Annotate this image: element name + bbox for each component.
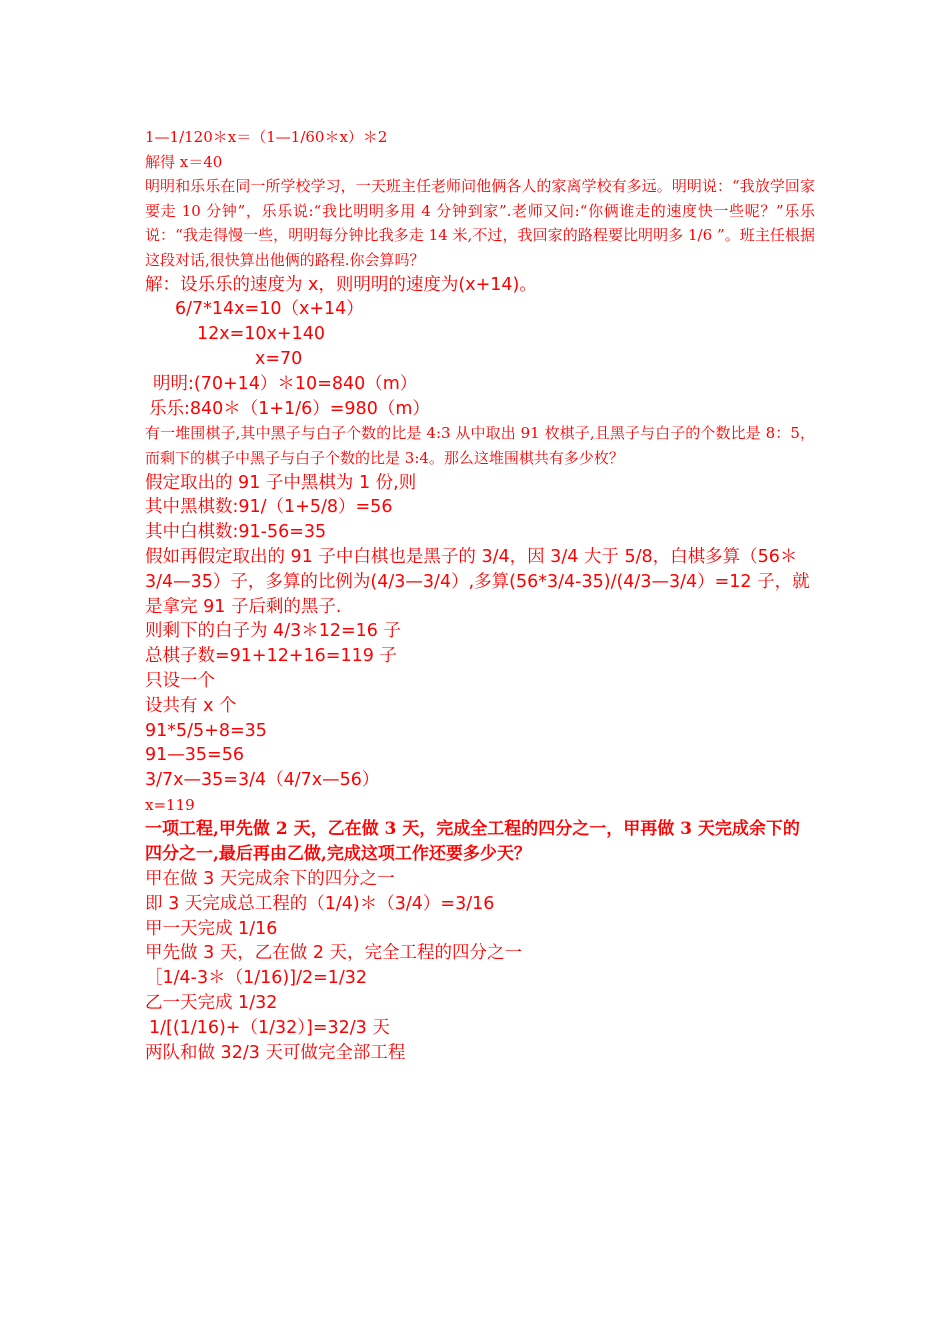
equation-line: 91—35=56 <box>145 745 244 766</box>
result-line: 明明:(70+14）＊10=840（m） <box>153 373 418 394</box>
problem-paragraph-project: 一项工程,甲先做 2 天，乙在做 3 天，完成全工程的四分之一，甲再做 3 天完成余下的四分之一,最后再由乙做,完成这项工作还要多少天？ <box>145 819 800 865</box>
solution-line: 只设一个 <box>145 670 215 691</box>
result-line: x=119 <box>145 795 195 814</box>
result-line: 乐乐:840＊（1+1/6）=980（m） <box>149 398 430 419</box>
solution-line: 甲先做 3 天，乙在做 2 天，完全工程的四分之一 <box>145 943 523 964</box>
conclusion-line: 两队和做 32/3 天可做完全部工程 <box>145 1042 406 1063</box>
equation-line: 1—1/120＊x＝（1—1/60＊x）＊2 <box>145 128 388 146</box>
equation-line: 6/7*14x=10（x+14） <box>175 299 364 320</box>
solution-intro: 解：设乐乐的速度为 x，则明明的速度为(x+14)。 <box>145 274 537 295</box>
equation-line: 3/7x—35=3/4（4/7x—56） <box>145 770 380 791</box>
solution-line: 解得 x＝40 <box>145 152 223 171</box>
solution-paragraph: 假如再假定取出的 91 子中白棋也是黑子的 3/4，因 3/4 大于 5/8，白棋多算（56＊3/4—35）子，多算的比例为(4/3—3/4）,多算(56*3/4-35)/(4/3—3/4）=12 子，就是拿完 91 子后剩的黑子. <box>145 546 810 617</box>
document-body <box>145 125 815 1065</box>
equation-line: 12x=10x+140 <box>197 324 325 345</box>
solution-line: 乙一天完成 1/32 <box>145 993 278 1014</box>
solution-line: 即 3 天完成总工程的（1/4)＊（3/4）=3/16 <box>145 893 495 914</box>
equation-line: 91*5/5+8=35 <box>145 720 267 741</box>
solution-line: 设共有 x 个 <box>145 695 237 716</box>
problem-paragraph-go-stones: 有一堆围棋子,其中黑子与白子个数的比是 4:3 从中取出 91 枚棋子,且黑子与白子的个数比是 8：5，而剩下的棋子中黑子与白子个数的比是 3:4。那么这堆围棋共有多少枚？ <box>145 424 815 467</box>
solution-line: 则剩下的白子为 4/3＊12=16 子 <box>145 621 401 642</box>
equation-line: ［1/4-3＊（1/16)]/2=1/32 <box>145 968 368 989</box>
solution-line: 假定取出的 91 子中黑棋为 1 份,则 <box>145 472 417 493</box>
solution-line: 其中白棋数:91-56=35 <box>145 522 327 543</box>
solution-line: 甲一天完成 1/16 <box>145 918 278 939</box>
problem-paragraph-walk: 明明和乐乐在同一所学校学习，一天班主任老师问他俩各人的家离学校有多远。明明说：“我放学回家要走 10 分钟”，乐乐说:“我比明明多用 4 分钟到家”.老师又问:“你俩谁走的速度快一些呢？”乐乐说：“我走得慢一些，明明每分钟比我多走 14 米,不过，我回家的路程要比明明多 1/6 ”。班主任根据这段对话,很快算出他俩的路程.你会算吗？ <box>145 177 815 269</box>
equation-line: 1/[(1/16)+（1/32）]=32/3 天 <box>149 1017 390 1038</box>
equation-line: x=70 <box>255 348 303 369</box>
solution-line: 其中黑棋数:91/（1+5/8）=56 <box>145 497 393 518</box>
solution-line: 总棋子数=91+12+16=119 子 <box>145 646 397 667</box>
solution-line: 甲在做 3 天完成余下的四分之一 <box>145 869 395 890</box>
